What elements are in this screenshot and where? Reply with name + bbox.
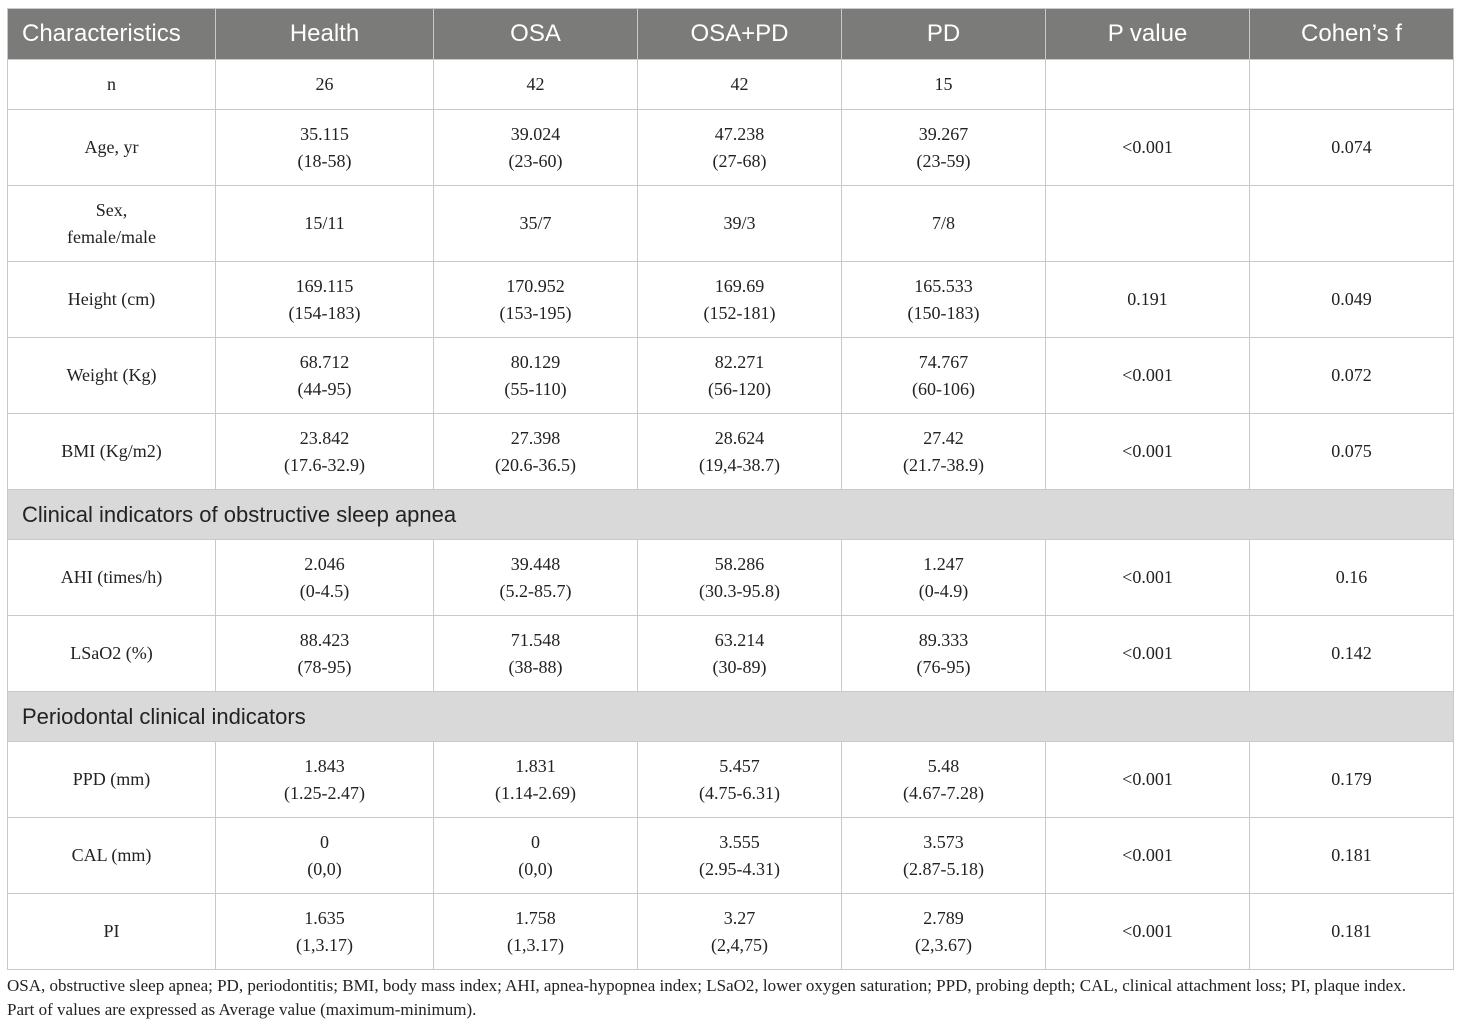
section-title: Clinical indicators of obstructive sleep apnea <box>8 490 1454 540</box>
value-cell <box>638 60 842 110</box>
cell-mean: 1.831 <box>515 755 556 776</box>
cell-mean: 74.767 <box>918 351 969 372</box>
cell-range: (1.25-2.47) <box>284 782 365 803</box>
row-label: Weight (Kg) <box>8 338 216 414</box>
section-header-row <box>8 490 1454 540</box>
section-header-row <box>8 692 1454 742</box>
table-row <box>8 616 1454 692</box>
cell-range: (21.7-38.9) <box>903 454 984 475</box>
cell-range: (78-95) <box>297 656 352 677</box>
cohens-f-cell: 0.075 <box>1250 414 1454 490</box>
cell-mean: 39.024 <box>510 123 561 144</box>
cell-mean: 58.286 <box>714 553 765 574</box>
value-cell <box>842 110 1046 186</box>
row-label: Height (cm) <box>8 262 216 338</box>
cohens-f-cell: 0.181 <box>1250 894 1454 970</box>
cell-range: (152-181) <box>703 302 776 323</box>
value-cell <box>842 742 1046 818</box>
cell-range: (55-110) <box>504 378 567 399</box>
table-row <box>8 818 1454 894</box>
p-value-cell: <0.001 <box>1046 616 1250 692</box>
cell-range: (23-59) <box>916 150 971 171</box>
cell-range: (30-89) <box>712 656 767 677</box>
row-label: n <box>8 60 216 110</box>
cell-range: (30.3-95.8) <box>699 580 780 601</box>
table-footnote <box>7 974 1457 1022</box>
cell-range: (76-95) <box>916 656 971 677</box>
cell-mean: 0 <box>531 831 540 852</box>
row-label: Age, yr <box>8 110 216 186</box>
cell-mean: 42 <box>730 74 749 94</box>
cell-mean: 47.238 <box>714 123 765 144</box>
cell-mean: 28.624 <box>714 427 765 448</box>
footnote-values-note: Part of values are expressed as Average value (maximum-minimum). <box>7 1000 477 1019</box>
value-cell <box>216 742 434 818</box>
p-value-cell <box>1046 186 1250 262</box>
cell-mean: 0 <box>320 831 329 852</box>
cell-mean: 1.247 <box>923 553 964 574</box>
cell-mean: 169.115 <box>295 275 354 296</box>
cell-range: (23-60) <box>508 150 563 171</box>
value-cell <box>638 540 842 616</box>
header-osa-pd: OSA+PD <box>638 9 842 60</box>
cell-range: (4.67-7.28) <box>903 782 984 803</box>
footnote-abbreviations: OSA, obstructive sleep apnea; PD, periodontitis; BMI, body mass index; AHI, apnea-hypopnea index; LSaO2, lower oxygen saturation; PPD, probing depth; CAL, clinical attachment loss; PI, plaque index. <box>7 976 1406 995</box>
cell-mean: 1.843 <box>304 755 345 776</box>
cohens-f-cell: 0.074 <box>1250 110 1454 186</box>
cell-range: (0-4.5) <box>299 580 350 601</box>
value-cell <box>638 262 842 338</box>
value-cell <box>216 894 434 970</box>
cohens-f-cell: 0.142 <box>1250 616 1454 692</box>
cell-range: (18-58) <box>297 150 352 171</box>
table-row <box>8 60 1454 110</box>
value-cell <box>216 60 434 110</box>
cell-mean: 5.457 <box>719 755 760 776</box>
cell-mean: 42 <box>526 74 545 94</box>
p-value-cell <box>1046 60 1250 110</box>
value-cell <box>842 818 1046 894</box>
value-cell <box>638 742 842 818</box>
section-title: Periodontal clinical indicators <box>8 692 1454 742</box>
cell-mean: 82.271 <box>714 351 765 372</box>
value-cell <box>216 262 434 338</box>
cell-mean: 68.712 <box>299 351 350 372</box>
value-cell <box>842 186 1046 262</box>
cell-range: (5.2-85.7) <box>499 580 572 601</box>
cell-range: (56-120) <box>708 378 771 399</box>
cell-mean: 2.789 <box>923 907 964 928</box>
cell-mean: 39/3 <box>723 213 756 233</box>
value-cell <box>434 894 638 970</box>
value-cell <box>434 110 638 186</box>
value-cell <box>842 414 1046 490</box>
header-p-value: P value <box>1046 9 1250 60</box>
cohens-f-cell: 0.16 <box>1250 540 1454 616</box>
value-cell <box>638 894 842 970</box>
cell-mean: 39.267 <box>918 123 969 144</box>
cohens-f-cell: 0.179 <box>1250 742 1454 818</box>
value-cell <box>842 894 1046 970</box>
cell-mean: 3.573 <box>923 831 964 852</box>
cell-mean: 15 <box>934 74 953 94</box>
p-value-cell: <0.001 <box>1046 818 1250 894</box>
value-cell <box>216 540 434 616</box>
cell-range: (2.87-5.18) <box>903 858 984 879</box>
value-cell <box>842 262 1046 338</box>
cell-range: (27-68) <box>712 150 767 171</box>
table-row <box>8 186 1454 262</box>
cell-range: (1.14-2.69) <box>495 782 576 803</box>
value-cell <box>638 110 842 186</box>
cell-mean: 7/8 <box>931 213 955 233</box>
row-label: PI <box>8 894 216 970</box>
table-row <box>8 338 1454 414</box>
cell-range: (0,0) <box>518 858 553 879</box>
value-cell <box>434 540 638 616</box>
value-cell <box>434 818 638 894</box>
value-cell <box>638 414 842 490</box>
value-cell <box>434 742 638 818</box>
value-cell <box>434 338 638 414</box>
p-value-cell: <0.001 <box>1046 414 1250 490</box>
value-cell <box>842 540 1046 616</box>
cell-range: (19,4-38.7) <box>699 454 780 475</box>
table-row <box>8 262 1454 338</box>
value-cell <box>434 616 638 692</box>
value-cell <box>216 110 434 186</box>
header-characteristics: Characteristics <box>8 9 216 60</box>
value-cell <box>638 338 842 414</box>
row-label: AHI (times/h) <box>8 540 216 616</box>
p-value-cell: <0.001 <box>1046 110 1250 186</box>
value-cell <box>842 60 1046 110</box>
characteristics-table <box>7 8 1454 970</box>
row-label: BMI (Kg/m2) <box>8 414 216 490</box>
cell-range: (2,4,75) <box>711 934 768 955</box>
value-cell <box>216 818 434 894</box>
value-cell <box>434 414 638 490</box>
cell-mean: 2.046 <box>304 553 345 574</box>
cell-mean: 1.758 <box>515 907 556 928</box>
cell-mean: 3.555 <box>719 831 760 852</box>
value-cell <box>638 616 842 692</box>
header-osa: OSA <box>434 9 638 60</box>
cell-range: (154-183) <box>288 302 361 323</box>
cell-range: (0,0) <box>307 858 342 879</box>
cell-range: (2,3.67) <box>915 934 972 955</box>
cell-mean: 89.333 <box>918 629 969 650</box>
p-value-cell: <0.001 <box>1046 742 1250 818</box>
cell-mean: 63.214 <box>714 629 765 650</box>
header-pd: PD <box>842 9 1046 60</box>
value-cell <box>638 818 842 894</box>
value-cell <box>216 414 434 490</box>
cell-mean: 27.398 <box>510 427 561 448</box>
cell-mean: 170.952 <box>506 275 565 296</box>
value-cell <box>842 338 1046 414</box>
value-cell <box>216 338 434 414</box>
cell-mean: 88.423 <box>299 629 350 650</box>
cell-range: (38-88) <box>508 656 563 677</box>
value-cell <box>842 616 1046 692</box>
cell-mean: 39.448 <box>510 553 561 574</box>
cell-mean: 3.27 <box>723 907 756 928</box>
cell-mean: 15/11 <box>304 213 345 233</box>
table-row <box>8 894 1454 970</box>
cohens-f-cell: 0.049 <box>1250 262 1454 338</box>
cell-mean: 169.69 <box>714 275 765 296</box>
cell-range: (17.6-32.9) <box>284 454 365 475</box>
cell-mean: 5.48 <box>927 755 960 776</box>
row-label: CAL (mm) <box>8 818 216 894</box>
row-label: PPD (mm) <box>8 742 216 818</box>
cell-mean: 35/7 <box>519 213 552 233</box>
cohens-f-cell: 0.072 <box>1250 338 1454 414</box>
p-value-cell: <0.001 <box>1046 338 1250 414</box>
table-row <box>8 540 1454 616</box>
table-row <box>8 414 1454 490</box>
header-health: Health <box>216 9 434 60</box>
p-value-cell: 0.191 <box>1046 262 1250 338</box>
value-cell <box>434 186 638 262</box>
row-label: LSaO2 (%) <box>8 616 216 692</box>
cell-mean: 35.115 <box>300 123 349 144</box>
cell-range: (0-4.9) <box>918 580 969 601</box>
p-value-cell: <0.001 <box>1046 894 1250 970</box>
p-value-cell: <0.001 <box>1046 540 1250 616</box>
value-cell <box>434 60 638 110</box>
cell-range: (20.6-36.5) <box>495 454 576 475</box>
cell-range: (153-195) <box>499 302 572 323</box>
cell-range: (1,3.17) <box>296 934 353 955</box>
cell-mean: 71.548 <box>510 629 561 650</box>
cell-mean: 80.129 <box>510 351 561 372</box>
value-cell <box>434 262 638 338</box>
cell-range: (1,3.17) <box>507 934 564 955</box>
table-row <box>8 742 1454 818</box>
cohens-f-cell <box>1250 60 1454 110</box>
cell-mean: 1.635 <box>304 907 345 928</box>
cell-mean: 26 <box>315 74 334 94</box>
value-cell <box>638 186 842 262</box>
value-cell <box>216 616 434 692</box>
table-body <box>8 60 1454 970</box>
cell-range: (60-106) <box>912 378 975 399</box>
value-cell <box>216 186 434 262</box>
cell-mean: 23.842 <box>299 427 350 448</box>
header-row <box>8 9 1454 60</box>
cell-range: (150-183) <box>907 302 980 323</box>
table-row <box>8 110 1454 186</box>
cell-mean: 27.42 <box>923 427 964 448</box>
cell-range: (44-95) <box>297 378 352 399</box>
header-cohens-f: Cohen’s f <box>1250 9 1454 60</box>
cell-range: (2.95-4.31) <box>699 858 780 879</box>
cohens-f-cell: 0.181 <box>1250 818 1454 894</box>
row-label: Sex, female/male <box>8 186 216 262</box>
cohens-f-cell <box>1250 186 1454 262</box>
cell-mean: 165.533 <box>914 275 973 296</box>
cell-range: (4.75-6.31) <box>699 782 780 803</box>
